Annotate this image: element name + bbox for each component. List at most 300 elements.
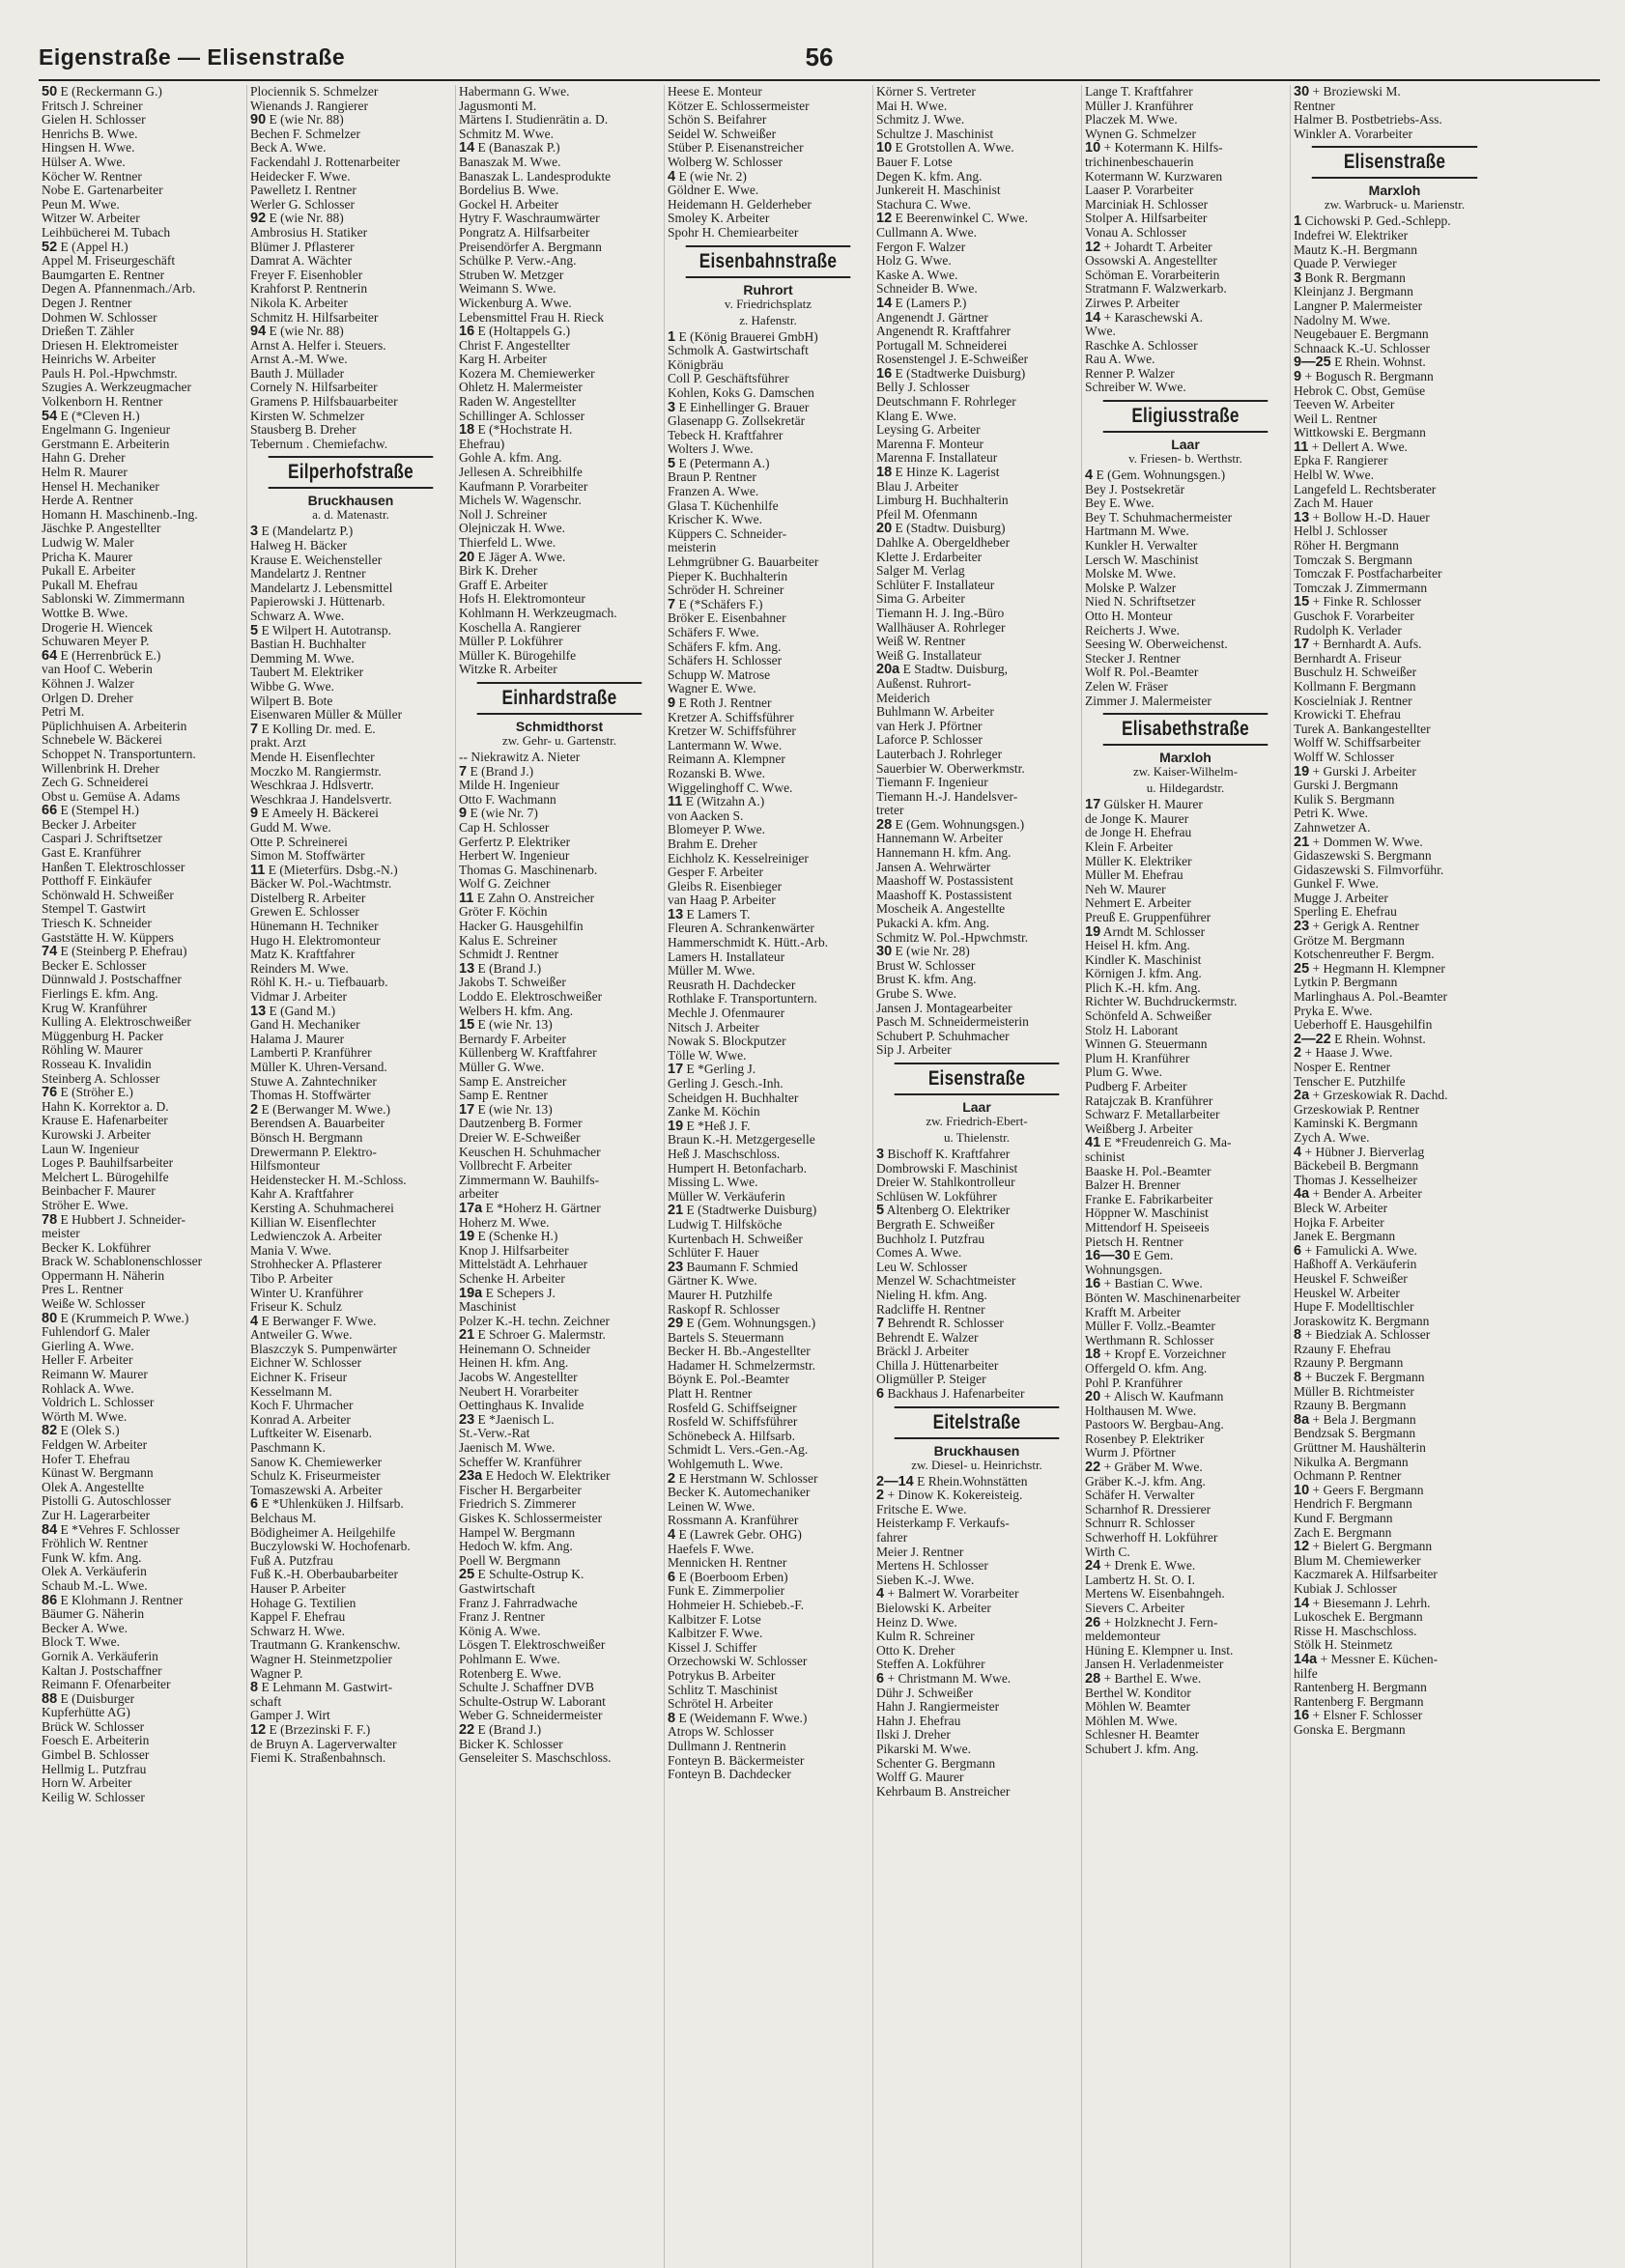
entry-text: Stausberg B. Dreher bbox=[250, 423, 356, 438]
resident-entry bbox=[42, 1410, 242, 1425]
entry-text: Triesch K. Schneider bbox=[42, 917, 152, 931]
resident-entry bbox=[459, 564, 660, 579]
resident-entry bbox=[42, 1678, 242, 1692]
entry-text: Wolff W. Schiffsarbeiter bbox=[1294, 736, 1421, 751]
resident-entry bbox=[459, 836, 660, 850]
directory-column bbox=[39, 85, 247, 2268]
entry-text: E Lehmann M. Gastwirt- bbox=[261, 1681, 393, 1695]
entry-text: Hytry F. Waschraumwärter bbox=[459, 212, 600, 226]
entry-text: Bordelius B. Wwe. bbox=[459, 184, 559, 198]
resident-entry bbox=[668, 457, 869, 471]
entry-text: Gärtner K. Wwe. bbox=[668, 1274, 757, 1289]
resident-entry bbox=[668, 921, 869, 936]
resident-entry bbox=[1294, 1526, 1496, 1541]
resident-entry bbox=[42, 1199, 242, 1213]
entry-text: Zech G. Schneiderei bbox=[42, 776, 149, 790]
house-number: 8 bbox=[1294, 1371, 1302, 1385]
resident-entry bbox=[459, 1610, 660, 1625]
entry-text: + Balmert W. Vorarbeiter bbox=[887, 1587, 1019, 1602]
resident-entry bbox=[668, 823, 869, 837]
entry-text: Gielen H. Schlosser bbox=[42, 113, 146, 128]
resident-entry bbox=[459, 1751, 660, 1766]
house-number: 74 bbox=[42, 945, 58, 959]
resident-entry bbox=[668, 1655, 869, 1669]
entry-text: Bey T. Schuhmachermeister bbox=[1085, 510, 1233, 524]
resident-entry bbox=[250, 1695, 451, 1710]
house-number: 4 bbox=[250, 1314, 259, 1329]
resident-entry bbox=[1294, 751, 1496, 765]
house-number: 16 bbox=[1085, 1277, 1101, 1291]
resident-entry bbox=[459, 1159, 660, 1174]
entry-text: Moscheik A. Angestellte bbox=[876, 902, 1006, 917]
entry-text: Mandelartz J. Rentner bbox=[250, 567, 366, 581]
resident-entry bbox=[250, 524, 451, 539]
entry-text: meisterin bbox=[668, 541, 717, 555]
house-number: 9—25 bbox=[1294, 355, 1331, 370]
resident-entry bbox=[668, 1458, 869, 1472]
resident-entry bbox=[459, 1385, 660, 1400]
resident-entry bbox=[1294, 1117, 1496, 1131]
entry-text: Gornik A. Verkäuferin bbox=[42, 1649, 158, 1663]
entry-text: Simon M. Stoffwärter bbox=[250, 849, 365, 864]
house-number: 17a bbox=[459, 1201, 483, 1216]
entry-text: Hebrok C. Obst, Gemüse bbox=[1294, 383, 1426, 398]
resident-entry bbox=[250, 170, 451, 184]
house-number: 19a bbox=[459, 1286, 483, 1301]
entry-text: Schmitz W. Pol.-Hpwchmstr. bbox=[876, 930, 1029, 945]
entry-text: Arnst A.-M. Wwe. bbox=[250, 353, 348, 367]
resident-entry bbox=[42, 170, 242, 184]
entry-text: Rotenberg E. Wwe. bbox=[459, 1666, 561, 1681]
entry-text: E (wie Nr. 13) bbox=[477, 1102, 553, 1117]
entry-text: Bönten W. Maschinenarbeiter bbox=[1085, 1290, 1240, 1305]
entry-text: Polzer K.-H. techn. Zeichner bbox=[459, 1314, 610, 1328]
entry-text: Jellesen A. Schreibhilfe bbox=[459, 466, 583, 480]
house-number: 7 bbox=[459, 764, 468, 780]
resident-entry bbox=[876, 241, 1077, 255]
entry-text: Wottke B. Wwe. bbox=[42, 606, 128, 620]
entry-text: Rosseau K. Invalidin bbox=[42, 1057, 152, 1071]
resident-entry bbox=[1294, 1075, 1496, 1090]
resident-entry bbox=[668, 711, 869, 725]
resident-entry bbox=[42, 254, 242, 269]
resident-entry bbox=[459, 1061, 660, 1075]
entry-text: + Dinow K. Kokereisteig. bbox=[887, 1488, 1023, 1503]
resident-entry bbox=[668, 1006, 869, 1021]
resident-entry bbox=[876, 564, 1077, 579]
resident-entry bbox=[250, 269, 451, 283]
resident-entry bbox=[1294, 553, 1496, 568]
entry-text: Schupp W. Matrose bbox=[668, 667, 771, 682]
resident-entry bbox=[42, 1720, 242, 1735]
resident-entry bbox=[668, 184, 869, 198]
entry-text: Hülser A. Wwe. bbox=[42, 155, 126, 169]
entry-text: Kretzer W. Schiffsführer bbox=[668, 724, 796, 739]
resident-entry bbox=[668, 1204, 869, 1218]
entry-text: Klang E. Wwe. bbox=[876, 409, 956, 423]
district-name: Schmidthorst bbox=[515, 718, 604, 734]
resident-entry bbox=[876, 1700, 1077, 1715]
entry-text: Hartmann M. Wwe. bbox=[1085, 524, 1189, 539]
resident-entry bbox=[250, 1469, 451, 1484]
entry-text: Fuß K.-H. Oberbaubarbeiter bbox=[250, 1568, 398, 1582]
entry-text: Bröker E. Eisenbahner bbox=[668, 611, 786, 626]
resident-entry bbox=[1294, 765, 1496, 780]
resident-entry bbox=[42, 1100, 242, 1115]
resident-entry bbox=[668, 1415, 869, 1430]
entry-text: Banaszak M. Wwe. bbox=[459, 155, 561, 169]
resident-entry bbox=[1085, 1587, 1286, 1602]
entry-text: Schnaack K.-U. Schlosser bbox=[1294, 341, 1430, 355]
resident-entry bbox=[250, 1159, 451, 1174]
resident-entry bbox=[250, 1103, 451, 1118]
entry-text: + Dellert A. Wwe. bbox=[1311, 439, 1408, 454]
resident-entry bbox=[1085, 840, 1286, 855]
entry-text: Engelmann G. Ingenieur bbox=[42, 423, 171, 438]
entry-text: Sima G. Arbeiter bbox=[876, 592, 965, 607]
resident-entry bbox=[668, 527, 869, 542]
entry-text: Schneider B. Wwe. bbox=[876, 282, 978, 297]
resident-entry bbox=[876, 776, 1077, 790]
entry-text: Glasa T. Küchenhilfe bbox=[668, 498, 779, 513]
entry-text: Habermann G. Wwe. bbox=[459, 85, 570, 99]
resident-entry bbox=[1085, 995, 1286, 1009]
resident-entry bbox=[42, 592, 242, 607]
entry-text: E (Gem. Wohnungsgen.) bbox=[686, 1317, 816, 1331]
resident-entry bbox=[250, 638, 451, 652]
resident-entry bbox=[876, 917, 1077, 931]
resident-entry bbox=[1294, 1005, 1496, 1019]
entry-text: Kalus E. Schreiner bbox=[459, 933, 557, 948]
entry-text: Dreier W. E-Schweißer bbox=[459, 1130, 581, 1145]
resident-entry bbox=[42, 1184, 242, 1199]
entry-text: Franke E. Fabrikarbeiter bbox=[1085, 1192, 1213, 1206]
resident-entry bbox=[459, 1582, 660, 1597]
resident-entry bbox=[42, 1058, 242, 1072]
house-number: 13 bbox=[1294, 510, 1310, 525]
resident-entry bbox=[459, 1018, 660, 1033]
entry-text: Müller G. Wwe. bbox=[459, 1061, 545, 1074]
entry-text: Dombrowski F. Maschinist bbox=[876, 1161, 1018, 1176]
entry-text: Nieling H. kfm. Ang. bbox=[876, 1288, 987, 1302]
resident-entry bbox=[42, 1763, 242, 1777]
resident-entry bbox=[42, 85, 242, 99]
resident-entry bbox=[459, 141, 660, 156]
resident-entry bbox=[1294, 214, 1496, 229]
entry-text: Antweiler G. Wwe. bbox=[250, 1328, 353, 1343]
entry-text: Bleck W. Arbeiter bbox=[1294, 1201, 1388, 1215]
resident-entry bbox=[1294, 412, 1496, 427]
entry-text: Ratajczak B. Kranführer bbox=[1085, 1093, 1213, 1108]
entry-text: Tomczak J. Zimmermann bbox=[1294, 581, 1428, 595]
entry-text: de Bruyn A. Lagerverwalter bbox=[250, 1737, 397, 1751]
resident-entry bbox=[1085, 1376, 1286, 1391]
resident-entry bbox=[42, 818, 242, 833]
entry-text: Sablonski W. Zimmermann bbox=[42, 592, 185, 607]
entry-text: Loddo E. Elektroschweißer bbox=[459, 990, 603, 1005]
resident-entry bbox=[459, 1202, 660, 1216]
resident-entry bbox=[1085, 367, 1286, 382]
entry-text: Jakobs T. Schweißer bbox=[459, 976, 566, 990]
resident-entry bbox=[668, 724, 869, 739]
entry-text: Seidel W. Schweißer bbox=[668, 127, 777, 141]
entry-text: Küppers C. Schneider- bbox=[668, 526, 787, 541]
resident-entry bbox=[42, 931, 242, 946]
entry-text: Kersting A. Schuhmacherei bbox=[250, 1201, 394, 1215]
resident-entry bbox=[250, 1582, 451, 1597]
resident-entry bbox=[1294, 1610, 1496, 1625]
resident-entry bbox=[668, 781, 869, 796]
entry-text: Limburg H. Buchhalterin bbox=[876, 494, 1009, 508]
resident-entry bbox=[668, 611, 869, 626]
resident-entry bbox=[1294, 1512, 1496, 1526]
entry-text: E (Stadtwerke Duisburg) bbox=[686, 1204, 817, 1218]
house-number: 3 bbox=[250, 524, 259, 540]
entry-text: Heidemann H. Gelderheber bbox=[668, 197, 812, 212]
resident-entry bbox=[668, 1725, 869, 1740]
entry-text: Backhaus J. Hafenarbeiter bbox=[887, 1387, 1025, 1402]
house-number: 21 bbox=[1294, 835, 1310, 850]
resident-entry bbox=[668, 1754, 869, 1769]
resident-entry bbox=[668, 992, 869, 1006]
entry-text: E (*Schäfers F.) bbox=[678, 597, 763, 611]
entry-text: Bäcker W. Pol.-Wachtmstr. bbox=[250, 877, 392, 892]
entry-text: Kesselmann M. bbox=[250, 1384, 332, 1399]
resident-entry bbox=[668, 696, 869, 711]
house-number: 20 bbox=[1085, 1390, 1101, 1404]
entry-text: E (Stadtwerke Duisburg) bbox=[895, 366, 1026, 381]
street-extent: zw. Friedrich-Ebert- bbox=[926, 1113, 1028, 1128]
entry-text: Kappel F. Ehefrau bbox=[250, 1610, 346, 1625]
house-number: 25 bbox=[1294, 961, 1310, 977]
resident-entry bbox=[1294, 468, 1496, 483]
resident-entry bbox=[876, 353, 1077, 367]
resident-entry bbox=[42, 1706, 242, 1720]
entry-text: Deutschmann F. Rohrleger bbox=[876, 395, 1016, 410]
resident-entry bbox=[459, 1300, 660, 1315]
entry-text: Reimann F. Ofenarbeiter bbox=[42, 1678, 171, 1692]
entry-text: Göldner E. Wwe. bbox=[668, 184, 759, 198]
resident-entry bbox=[876, 395, 1077, 410]
resident-entry bbox=[876, 269, 1077, 283]
resident-entry bbox=[668, 908, 869, 922]
resident-entry bbox=[459, 779, 660, 793]
resident-entry bbox=[1294, 1540, 1496, 1554]
entry-text: Braun P. Rentner bbox=[668, 470, 756, 485]
entry-text: Glasenapp G. Zollsekretär bbox=[668, 414, 806, 429]
house-number: 9 bbox=[1294, 369, 1302, 384]
resident-entry bbox=[668, 626, 869, 640]
entry-text: Jacobs W. Angestellter bbox=[459, 1371, 578, 1385]
entry-text: Winnen G. Steuermann bbox=[1085, 1037, 1208, 1052]
resident-entry bbox=[250, 821, 451, 836]
resident-entry bbox=[250, 1738, 451, 1752]
resident-entry bbox=[876, 762, 1077, 777]
resident-entry bbox=[876, 410, 1077, 424]
house-number: 13 bbox=[459, 961, 475, 977]
street-heading: Eligiusstraße bbox=[1103, 400, 1269, 433]
resident-entry bbox=[1294, 1385, 1496, 1400]
entry-text: Stolper A. Hilfsarbeiter bbox=[1085, 212, 1208, 226]
entry-text: Kulling A. Elektroschweißer bbox=[42, 1015, 191, 1030]
entry-text: Dohmen W. Schlosser bbox=[42, 310, 157, 325]
entry-text: Bauth J. Müllader bbox=[250, 366, 345, 381]
resident-entry bbox=[1085, 524, 1286, 539]
resident-entry bbox=[668, 1105, 869, 1120]
resident-entry bbox=[876, 1602, 1077, 1616]
resident-entry bbox=[250, 553, 451, 568]
resident-entry bbox=[876, 1545, 1077, 1560]
resident-entry bbox=[42, 141, 242, 156]
entry-text: + Haase J. Wwe. bbox=[1304, 1046, 1393, 1061]
entry-text: Scheidgen H. Buchhalter bbox=[668, 1091, 799, 1105]
entry-text: Helm R. Maurer bbox=[42, 466, 128, 480]
entry-text: Belly J. Schlosser bbox=[876, 381, 970, 395]
house-number: 16—30 bbox=[1085, 1249, 1130, 1263]
entry-text: Fischer H. Bergarbeiter bbox=[459, 1483, 582, 1497]
resident-entry bbox=[668, 170, 869, 184]
entry-text: Schäfer H. Verwalter bbox=[1085, 1488, 1195, 1503]
resident-entry bbox=[668, 99, 869, 114]
entry-text: Gimbel B. Schlosser bbox=[42, 1748, 150, 1763]
resident-entry bbox=[1294, 624, 1496, 638]
resident-entry bbox=[250, 779, 451, 793]
resident-entry bbox=[1294, 314, 1496, 328]
entry-text: Schwarz A. Wwe. bbox=[250, 610, 345, 623]
house-number: 7 bbox=[668, 597, 676, 612]
entry-text: trichinenbeschauerin bbox=[1085, 155, 1194, 169]
resident-entry bbox=[876, 861, 1077, 875]
entry-text: E (Steinberg P. Ehefrau) bbox=[60, 945, 187, 959]
resident-entry bbox=[1085, 496, 1286, 511]
entry-text: Strohhecker A. Pflasterer bbox=[250, 1258, 383, 1272]
resident-entry bbox=[668, 865, 869, 880]
resident-entry bbox=[668, 1274, 869, 1289]
resident-entry bbox=[42, 1283, 242, 1297]
resident-entry bbox=[42, 282, 242, 297]
resident-entry bbox=[250, 198, 451, 213]
resident-entry bbox=[459, 1526, 660, 1541]
entry-text: Karg H. Arbeiter bbox=[459, 353, 547, 367]
resident-entry bbox=[1294, 652, 1496, 666]
entry-text: Kulm R. Schreiner bbox=[876, 1630, 975, 1644]
resident-entry bbox=[876, 1015, 1077, 1030]
entry-text: Genseleiter S. Maschschloss. bbox=[459, 1751, 612, 1766]
entry-text: Gesper F. Arbeiter bbox=[668, 865, 764, 880]
entry-text: Plociennik S. Schmelzer bbox=[250, 85, 379, 99]
house-number: 66 bbox=[42, 804, 58, 818]
entry-text: Hüning E. Klempner u. Inst. bbox=[1085, 1643, 1234, 1658]
resident-entry bbox=[459, 1625, 660, 1639]
district-name: Ruhrort bbox=[743, 281, 793, 298]
entry-text: Neh W. Maurer bbox=[1085, 882, 1166, 896]
entry-text: Pryka E. Wwe. bbox=[1294, 1004, 1373, 1018]
entry-text: Hoherz M. Wwe. bbox=[459, 1215, 550, 1230]
resident-entry bbox=[250, 836, 451, 850]
entry-text: Pikarski M. Wwe. bbox=[876, 1742, 971, 1756]
resident-entry bbox=[42, 1030, 242, 1044]
entry-text: E (Boerboom Erben) bbox=[678, 1570, 788, 1584]
entry-text: Guschok F. Vorarbeiter bbox=[1294, 610, 1414, 623]
entry-text: + Grzeskowiak R. Dachd. bbox=[1312, 1089, 1448, 1103]
resident-entry bbox=[876, 254, 1077, 269]
entry-text: Kozera M. Chemiewerker bbox=[459, 366, 595, 381]
resident-entry bbox=[668, 442, 869, 457]
entry-text: + Biedziak A. Schlosser bbox=[1304, 1328, 1431, 1343]
house-number: 2—22 bbox=[1294, 1032, 1331, 1047]
resident-entry bbox=[1085, 1446, 1286, 1460]
resident-entry bbox=[668, 1246, 869, 1261]
entry-text: Lantermann W. Wwe. bbox=[668, 738, 783, 752]
resident-entry bbox=[459, 395, 660, 410]
entry-text: Schlüter F. Hauer bbox=[668, 1246, 759, 1261]
entry-text: Winter U. Kranführer bbox=[250, 1286, 363, 1300]
entry-text: Außenst. Ruhrort- bbox=[876, 676, 972, 691]
entry-text: Helbl W. Wwe. bbox=[1294, 468, 1374, 483]
resident-entry bbox=[250, 128, 451, 142]
entry-text: Ossowski A. Angestellter bbox=[1085, 254, 1217, 269]
entry-text: Halweg H. Bäcker bbox=[250, 539, 348, 553]
resident-entry bbox=[668, 964, 869, 978]
entry-text: Schenke H. Arbeiter bbox=[459, 1271, 565, 1286]
resident-entry bbox=[1294, 1441, 1496, 1456]
entry-text: Petri K. Wwe. bbox=[1294, 807, 1368, 821]
entry-text: Heinen H. kfm. Ang. bbox=[459, 1356, 569, 1371]
entry-text: Stempel T. Gastwirt bbox=[42, 902, 146, 917]
resident-entry bbox=[876, 156, 1077, 170]
resident-entry bbox=[459, 367, 660, 382]
entry-text: Gülsker H. Maurer bbox=[1103, 798, 1203, 812]
resident-entry bbox=[459, 198, 660, 213]
entry-text: Taubert M. Elektriker bbox=[250, 666, 364, 680]
house-number: 20a bbox=[876, 663, 900, 677]
resident-entry bbox=[42, 367, 242, 382]
resident-entry bbox=[876, 1728, 1077, 1743]
entry-text: Humpert H. Betonfacharb. bbox=[668, 1161, 807, 1176]
entry-text: Vonau A. Schlosser bbox=[1085, 225, 1187, 240]
entry-text: E Schulte-Ostrup K. bbox=[477, 1568, 584, 1582]
entry-text: Stolz H. Laborant bbox=[1085, 1023, 1179, 1037]
resident-entry bbox=[1085, 170, 1286, 184]
resident-entry bbox=[42, 677, 242, 692]
entry-text: Plum G. Wwe. bbox=[1085, 1065, 1162, 1080]
entry-text: Fuß A. Putzfrau bbox=[250, 1553, 333, 1568]
entry-text: Dünnwald J. Postschaffner bbox=[42, 973, 182, 987]
entry-text: Voldrich L. Schlosser bbox=[42, 1396, 155, 1410]
entry-text: Otto F. Wachmann bbox=[459, 792, 556, 807]
entry-text: Horn W. Arbeiter bbox=[42, 1776, 132, 1791]
house-number: 18 bbox=[459, 423, 475, 438]
entry-text: E Rhein.Wohnstätten bbox=[917, 1474, 1028, 1488]
resident-entry bbox=[42, 635, 242, 649]
entry-text: Wilpert B. Bote bbox=[250, 694, 333, 708]
resident-entry bbox=[250, 311, 451, 326]
resident-entry bbox=[42, 551, 242, 565]
entry-text: Becker H. Bb.-Angestellter bbox=[668, 1345, 811, 1359]
resident-entry bbox=[1085, 1700, 1286, 1715]
entry-text: Mechle J. Ofenmaurer bbox=[668, 1006, 785, 1021]
entry-text: Lange T. Kraftfahrer bbox=[1085, 85, 1193, 99]
resident-entry bbox=[42, 1453, 242, 1467]
house-number: 17 bbox=[1294, 638, 1310, 652]
house-number: 20 bbox=[459, 550, 475, 565]
resident-entry bbox=[668, 795, 869, 809]
resident-entry bbox=[668, 1091, 869, 1106]
entry-text: Weber G. Schneidermeister bbox=[459, 1709, 603, 1723]
resident-entry bbox=[250, 892, 451, 906]
resident-entry bbox=[42, 1579, 242, 1594]
house-number: 9 bbox=[250, 807, 259, 821]
